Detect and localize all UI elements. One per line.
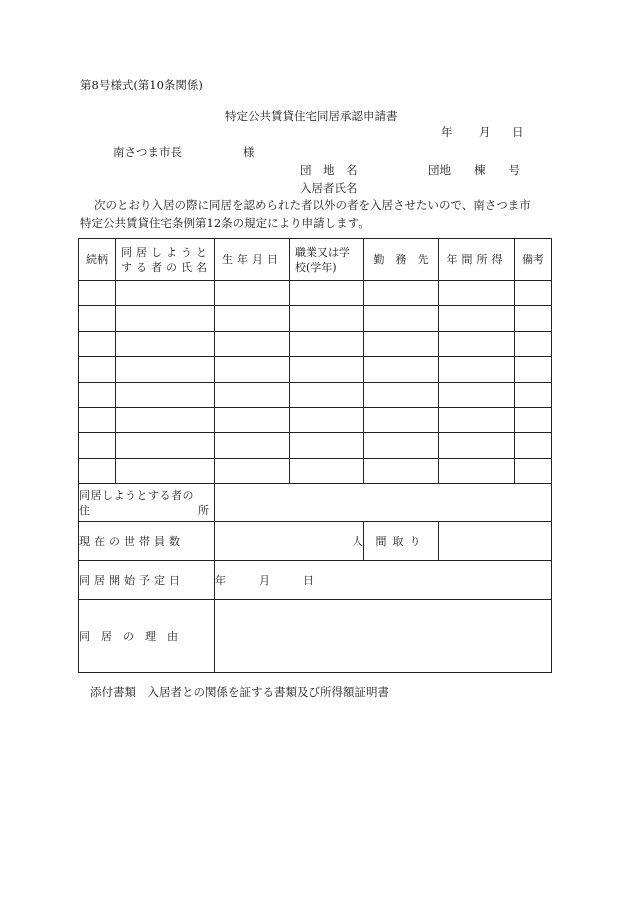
cell-relationship[interactable] bbox=[79, 357, 116, 382]
cell-remarks[interactable] bbox=[515, 382, 552, 407]
form-title: 特定公共賃貸住宅同居承認申請書 bbox=[225, 109, 398, 123]
cell-income[interactable] bbox=[439, 433, 515, 458]
form-number: 第8号様式(第10条関係) bbox=[80, 78, 203, 92]
cell-birthdate[interactable] bbox=[215, 382, 290, 407]
address-field[interactable] bbox=[215, 484, 552, 522]
header-annual-income: 年間所得 bbox=[439, 239, 515, 281]
honorific: 様 bbox=[243, 145, 255, 159]
cell-income[interactable] bbox=[439, 281, 515, 306]
table-row bbox=[79, 281, 552, 306]
cell-workplace[interactable] bbox=[364, 433, 439, 458]
header-name-line-1: 同居しようと bbox=[121, 245, 211, 259]
cell-occupation[interactable] bbox=[290, 458, 364, 483]
cell-name[interactable] bbox=[116, 281, 215, 306]
cell-remarks[interactable] bbox=[515, 281, 552, 306]
cell-relationship[interactable] bbox=[79, 306, 116, 331]
cell-name[interactable] bbox=[116, 331, 215, 356]
cell-birthdate[interactable] bbox=[215, 407, 290, 432]
cell-occupation[interactable] bbox=[290, 382, 364, 407]
header-relationship: 続柄 bbox=[79, 239, 116, 281]
table-row bbox=[79, 357, 552, 382]
header-occupation-line-2: 校(学年) bbox=[295, 260, 337, 274]
cell-relationship[interactable] bbox=[79, 458, 116, 483]
cell-birthdate[interactable] bbox=[215, 281, 290, 306]
cell-birthdate[interactable] bbox=[215, 433, 290, 458]
cell-name[interactable] bbox=[116, 382, 215, 407]
application-table bbox=[78, 238, 552, 673]
table-row bbox=[79, 331, 552, 356]
cell-relationship[interactable] bbox=[79, 382, 116, 407]
header-cohabitant-name bbox=[116, 239, 215, 281]
start-date-month: 月 bbox=[259, 573, 270, 587]
cell-relationship[interactable] bbox=[79, 281, 116, 306]
address-label-line-2 bbox=[79, 503, 214, 518]
cell-occupation[interactable] bbox=[290, 306, 364, 331]
cell-remarks[interactable] bbox=[515, 357, 552, 382]
table-header-row bbox=[79, 239, 552, 281]
cell-occupation[interactable] bbox=[290, 357, 364, 382]
start-date-label: 同居開始予定日 bbox=[79, 561, 215, 600]
header-remarks: 備考 bbox=[515, 239, 552, 281]
cell-income[interactable] bbox=[439, 306, 515, 331]
header-birthdate: 生年月日 bbox=[215, 239, 290, 281]
cell-workplace[interactable] bbox=[364, 357, 439, 382]
start-date-year: 年 bbox=[215, 573, 226, 587]
cell-occupation[interactable] bbox=[290, 281, 364, 306]
table-row bbox=[79, 306, 552, 331]
cell-name[interactable] bbox=[116, 306, 215, 331]
cell-workplace[interactable] bbox=[364, 382, 439, 407]
cell-income[interactable] bbox=[439, 458, 515, 483]
cell-workplace[interactable] bbox=[364, 281, 439, 306]
cell-income[interactable] bbox=[439, 357, 515, 382]
household-size-field[interactable] bbox=[215, 522, 364, 561]
reason-row bbox=[79, 600, 552, 673]
cell-workplace[interactable] bbox=[364, 331, 439, 356]
cell-name[interactable] bbox=[116, 407, 215, 432]
floor-plan-label: 間取り bbox=[364, 522, 439, 561]
cell-occupation[interactable] bbox=[290, 433, 364, 458]
cell-remarks[interactable] bbox=[515, 331, 552, 356]
resident-name-label: 入居者氏名 bbox=[300, 181, 358, 195]
reason-label: 同居の理由 bbox=[79, 600, 215, 673]
address-label-char-2: 所 bbox=[198, 503, 209, 517]
statement-line-2: 特定公共賃貸住宅条例第12条の規定により申請します。 bbox=[80, 216, 370, 230]
cell-income[interactable] bbox=[439, 382, 515, 407]
cell-remarks[interactable] bbox=[515, 458, 552, 483]
start-date-row bbox=[79, 561, 552, 600]
start-date-day: 日 bbox=[303, 573, 314, 587]
cell-name[interactable] bbox=[116, 458, 215, 483]
date-day-label: 日 bbox=[512, 125, 524, 139]
cell-relationship[interactable] bbox=[79, 407, 116, 432]
header-occupation bbox=[290, 239, 364, 281]
cell-birthdate[interactable] bbox=[215, 458, 290, 483]
table-row bbox=[79, 407, 552, 432]
cell-birthdate[interactable] bbox=[215, 306, 290, 331]
cell-income[interactable] bbox=[439, 331, 515, 356]
cell-birthdate[interactable] bbox=[215, 357, 290, 382]
cell-remarks[interactable] bbox=[515, 306, 552, 331]
cell-relationship[interactable] bbox=[79, 331, 116, 356]
addressee: 南さつま市長 bbox=[113, 145, 182, 159]
cell-workplace[interactable] bbox=[364, 458, 439, 483]
header-workplace: 勤 務 先 bbox=[364, 239, 439, 281]
cell-relationship[interactable] bbox=[79, 433, 116, 458]
statement-line-1: 次のとおり入居の際に同居を認められた者以外の者を入居させたいので、南さつま市 bbox=[94, 198, 531, 212]
estate-building-room: 団地 棟 号 bbox=[428, 163, 520, 177]
cell-income[interactable] bbox=[439, 407, 515, 432]
cell-occupation[interactable] bbox=[290, 331, 364, 356]
cell-name[interactable] bbox=[116, 357, 215, 382]
cell-birthdate[interactable] bbox=[215, 331, 290, 356]
address-label-line-1: 同居しようとする者の bbox=[79, 488, 194, 502]
cell-workplace[interactable] bbox=[364, 407, 439, 432]
header-name-line-2: する者の氏名 bbox=[121, 260, 211, 274]
cell-remarks[interactable] bbox=[515, 407, 552, 432]
cell-remarks[interactable] bbox=[515, 433, 552, 458]
reason-field[interactable] bbox=[215, 600, 552, 673]
table-row bbox=[79, 382, 552, 407]
date-month-label: 月 bbox=[479, 125, 491, 139]
table-row bbox=[79, 458, 552, 483]
address-label-char-1: 住 bbox=[79, 503, 90, 517]
header-occupation-line-1: 職業又は学 bbox=[295, 245, 350, 259]
address-row bbox=[79, 484, 552, 522]
cell-workplace[interactable] bbox=[364, 306, 439, 331]
estate-name-label: 団 地 名 bbox=[300, 163, 358, 177]
address-label bbox=[79, 484, 215, 522]
cell-occupation[interactable] bbox=[290, 407, 364, 432]
table-row bbox=[79, 433, 552, 458]
household-unit: 人 bbox=[352, 534, 363, 548]
household-row bbox=[79, 522, 552, 561]
household-size-label: 現在の世帯員数 bbox=[79, 522, 215, 561]
start-date-field[interactable] bbox=[215, 561, 552, 600]
attachments-note: 添付書類 入居者との関係を証する書類及び所得額証明書 bbox=[90, 685, 389, 699]
cell-name[interactable] bbox=[116, 433, 215, 458]
date-year-label: 年 bbox=[441, 125, 453, 139]
floor-plan-field[interactable] bbox=[439, 522, 552, 561]
